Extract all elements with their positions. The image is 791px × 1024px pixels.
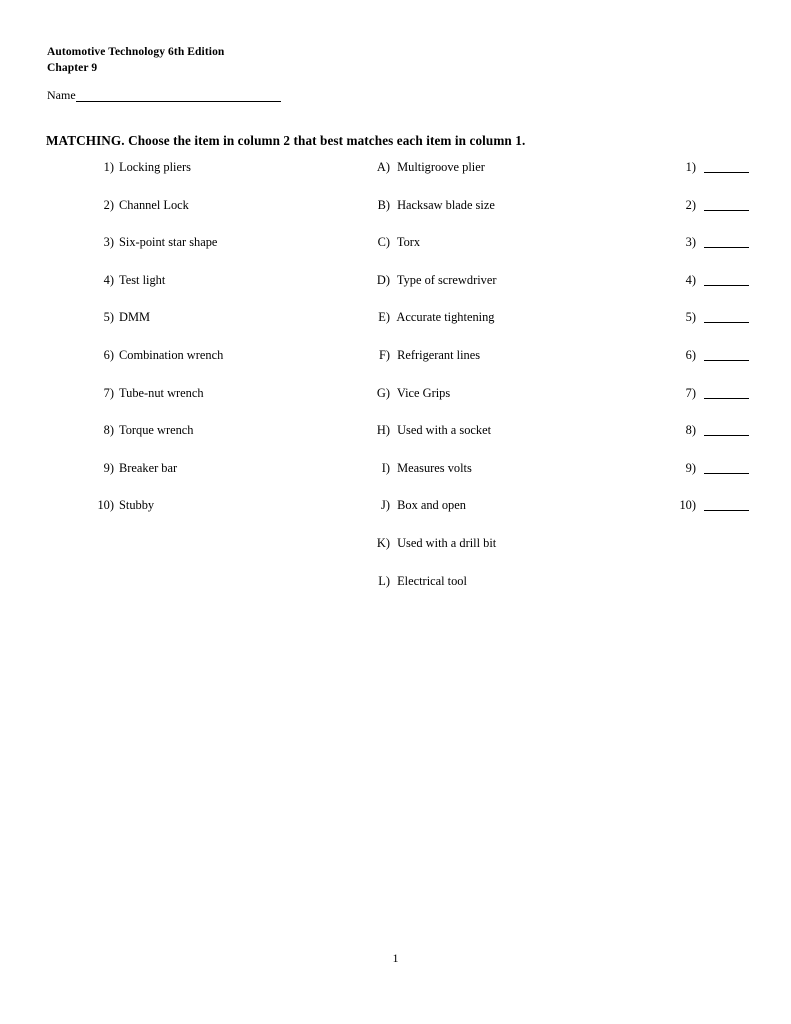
item-label: Torque wrench — [119, 423, 194, 438]
answer-number: 4) — [685, 272, 696, 287]
item-label: Hacksaw blade size — [397, 197, 495, 212]
item-label: Test light — [119, 272, 166, 287]
answer-row — [670, 348, 780, 386]
item-label: Breaker bar — [119, 460, 178, 475]
answer-row — [670, 273, 780, 311]
answer-blank[interactable] — [704, 498, 749, 511]
list-item — [88, 386, 368, 424]
item-letter: G) — [376, 385, 390, 400]
item-letter: K) — [376, 535, 390, 550]
list-item — [374, 348, 654, 386]
item-label: Stubby — [119, 498, 155, 513]
answer-blank[interactable] — [704, 310, 749, 323]
item-label: Accurate tightening — [396, 310, 495, 325]
list-item — [374, 273, 654, 311]
item-number: 1) — [103, 160, 114, 174]
document-header — [47, 44, 224, 76]
answer-blank[interactable] — [704, 348, 749, 361]
list-item — [88, 273, 368, 311]
answer-blank[interactable] — [704, 423, 749, 436]
item-label: Tube-nut wrench — [119, 385, 204, 400]
item-number: 6) — [103, 347, 114, 362]
list-item — [88, 198, 368, 236]
list-item — [374, 160, 654, 198]
list-item — [88, 348, 368, 386]
list-item — [88, 235, 368, 273]
answer-blank[interactable] — [704, 386, 749, 399]
item-number: 5) — [103, 310, 114, 325]
answer-number: 5) — [685, 310, 696, 325]
item-label: Used with a socket — [397, 423, 492, 438]
answer-row — [670, 160, 780, 198]
answer-number: 8) — [685, 423, 696, 438]
item-letter: A) — [376, 160, 390, 174]
item-label: Used with a drill bit — [397, 535, 497, 550]
item-letter: F) — [378, 347, 390, 362]
answer-blank[interactable] — [704, 160, 749, 173]
item-label: Electrical tool — [397, 573, 467, 588]
answer-row — [670, 386, 780, 424]
item-label: Combination wrench — [119, 347, 224, 362]
header-title-line: Automotive Technology 6th Edition — [47, 46, 225, 58]
answer-blank[interactable] — [704, 273, 749, 286]
list-item — [88, 160, 368, 198]
answer-blank[interactable] — [704, 461, 749, 474]
instructions-text: MATCHING. Choose the item in column 2 that best matches each item in column 1. — [46, 133, 526, 148]
item-label: Locking pliers — [119, 160, 191, 174]
answer-blank[interactable] — [704, 235, 749, 248]
answer-row — [670, 423, 780, 461]
column-two-items — [374, 160, 654, 611]
item-label: Multigroove plier — [397, 160, 485, 174]
answer-number: 9) — [685, 460, 696, 475]
answer-blank[interactable] — [704, 198, 749, 211]
item-label: Refrigerant lines — [397, 347, 481, 362]
item-label: Channel Lock — [119, 197, 189, 212]
list-item — [374, 386, 654, 424]
item-letter: D) — [376, 272, 390, 287]
list-item — [374, 461, 654, 499]
item-label: Measures volts — [397, 460, 472, 475]
header-chapter-line: Chapter 9 — [47, 62, 98, 74]
item-number: 3) — [103, 235, 114, 250]
answer-number: 1) — [685, 160, 696, 174]
item-letter: B) — [377, 197, 390, 212]
item-letter: J) — [381, 498, 390, 513]
answer-row — [670, 198, 780, 236]
list-item — [374, 536, 654, 574]
item-label: Vice Grips — [396, 385, 451, 400]
name-input-line[interactable] — [76, 90, 281, 102]
item-letter: L) — [378, 573, 390, 588]
answer-row — [670, 310, 780, 348]
answer-number: 10) — [679, 498, 696, 513]
page-number: 1 — [392, 951, 399, 965]
list-item — [374, 310, 654, 348]
item-number: 8) — [103, 423, 114, 438]
item-number: 7) — [103, 385, 114, 400]
answer-number: 6) — [685, 347, 696, 362]
item-label: Type of screwdriver — [396, 272, 497, 287]
list-item — [374, 574, 654, 612]
list-item — [88, 498, 368, 536]
item-label: Box and open — [397, 498, 466, 513]
answer-number: 3) — [685, 235, 696, 250]
item-letter: E) — [378, 310, 390, 325]
name-field-row — [47, 88, 281, 102]
answer-number: 2) — [685, 197, 696, 212]
column-one-items — [88, 160, 368, 536]
answer-row — [670, 235, 780, 273]
item-number: 9) — [103, 460, 114, 475]
answer-blanks-column — [670, 160, 780, 536]
list-item — [374, 235, 654, 273]
item-label: Six-point star shape — [119, 235, 218, 250]
list-item — [88, 461, 368, 499]
item-label: DMM — [119, 310, 150, 325]
name-label: Name — [47, 88, 76, 102]
item-number: 4) — [103, 272, 114, 287]
list-item — [374, 498, 654, 536]
item-label: Torx — [396, 235, 421, 250]
item-letter: C) — [377, 235, 390, 250]
answer-row — [670, 461, 780, 499]
item-number: 2) — [103, 197, 114, 212]
list-item — [374, 423, 654, 461]
list-item — [374, 198, 654, 236]
list-item — [88, 423, 368, 461]
item-letter: I) — [381, 460, 390, 475]
item-letter: H) — [376, 423, 390, 438]
answer-row — [670, 498, 780, 536]
item-number: 10) — [97, 498, 114, 513]
answer-number: 7) — [685, 385, 696, 400]
list-item — [88, 310, 368, 348]
